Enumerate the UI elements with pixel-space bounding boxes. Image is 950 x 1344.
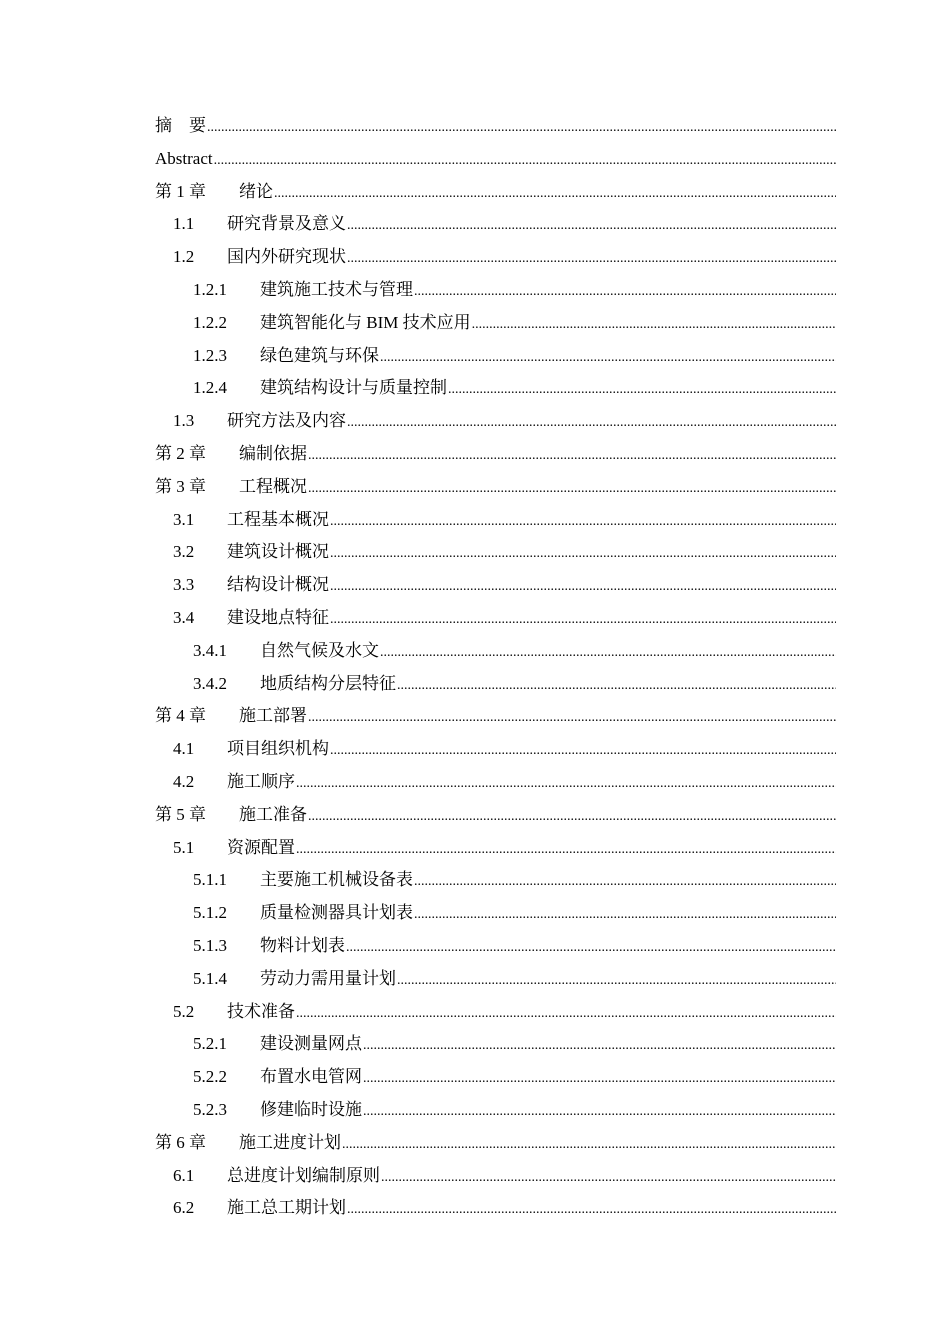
toc-leader-dots [448,374,836,405]
toc-leader-dots [330,538,836,569]
toc-entry-number: 1.3 [173,411,195,431]
toc-entry[interactable] [155,569,836,602]
toc-entry[interactable] [155,208,836,241]
toc-entry-title: 编制依据 [239,443,307,463]
table-of-contents [155,110,836,1225]
toc-entry-number: 5.1.1 [193,870,227,890]
toc-entry-title: Abstract [155,148,213,168]
toc-entry-title: 建筑智能化与 BIM 技术应用 [260,312,471,332]
toc-entry[interactable] [155,438,836,471]
toc-entry-number: 6.1 [173,1165,195,1185]
toc-leader-dots [308,473,836,504]
toc-entry-number: 3.2 [173,542,195,562]
toc-entry-number: 1.2 [173,247,195,267]
toc-entry[interactable] [155,799,836,832]
toc-entry[interactable] [155,143,836,176]
toc-entry-title: 主要施工机械设备表 [260,870,413,890]
toc-entry-number: 1.2.2 [193,312,227,332]
toc-entry[interactable] [155,963,836,996]
toc-entry[interactable] [155,1192,836,1225]
toc-entry[interactable] [155,340,836,373]
toc-entry-number: 5.1 [173,837,195,857]
toc-entry-title: 施工准备 [239,804,307,824]
toc-leader-dots [308,801,836,832]
toc-entry[interactable] [155,504,836,537]
toc-entry-title: 总进度计划编制原则 [227,1165,380,1185]
toc-entry[interactable] [155,733,836,766]
toc-entry-number: 6.2 [173,1198,195,1218]
toc-entry-title: 建设测量网点 [260,1034,362,1054]
toc-entry[interactable] [155,766,836,799]
toc-entry-number: 第 4 章 [155,706,206,726]
toc-entry-number: 5.1.2 [193,903,227,923]
toc-entry-number: 5.2 [173,1001,195,1021]
toc-entry-title: 施工顺序 [227,771,295,791]
toc-entry[interactable] [155,996,836,1029]
toc-leader-dots [296,998,836,1029]
toc-entry-number: 5.2.3 [193,1099,227,1119]
toc-leader-dots [380,342,836,373]
toc-leader-dots [363,1030,836,1061]
toc-entry[interactable] [155,471,836,504]
toc-entry-number: 5.2.1 [193,1034,227,1054]
toc-entry-title: 施工部署 [239,706,307,726]
toc-entry-title: 修建临时设施 [260,1099,362,1119]
toc-entry[interactable] [155,700,836,733]
toc-entry-title: 工程基本概况 [227,509,329,529]
toc-entry[interactable] [155,1127,836,1160]
toc-leader-dots [330,604,836,635]
toc-entry[interactable] [155,897,836,930]
toc-entry[interactable] [155,930,836,963]
toc-leader-dots [330,571,836,602]
toc-entry-number: 3.4.1 [193,640,227,660]
toc-entry-title: 绿色建筑与环保 [260,345,379,365]
toc-entry-number: 3.4 [173,607,195,627]
toc-entry-number: 3.3 [173,575,195,595]
toc-leader-dots [414,899,836,930]
toc-entry[interactable] [155,241,836,274]
toc-leader-dots [363,1096,836,1127]
toc-entry-number: 1.2.4 [193,378,227,398]
toc-entry[interactable] [155,668,836,701]
toc-leader-dots [347,243,836,274]
toc-entry-title: 建筑结构设计与质量控制 [260,378,447,398]
toc-leader-dots [296,768,836,799]
toc-entry-title: 施工进度计划 [239,1132,341,1152]
toc-entry-number: 1.2.3 [193,345,227,365]
toc-entry-number: 4.2 [173,771,195,791]
toc-entry-title: 建筑设计概况 [227,542,329,562]
toc-leader-dots [414,866,836,897]
toc-leader-dots [207,112,836,143]
toc-entry-title: 研究背景及意义 [227,214,346,234]
toc-entry-number: 1.2.1 [193,279,227,299]
toc-leader-dots [274,178,836,209]
toc-entry[interactable] [155,1160,836,1193]
toc-entry[interactable] [155,1061,836,1094]
toc-entry-title: 研究方法及内容 [227,411,346,431]
toc-entry-number: 第 5 章 [155,804,206,824]
toc-entry[interactable] [155,405,836,438]
toc-entry[interactable] [155,1028,836,1061]
toc-leader-dots [308,440,836,471]
toc-entry-title: 物料计划表 [260,935,345,955]
toc-entry[interactable] [155,274,836,307]
toc-leader-dots [330,506,836,537]
toc-leader-dots [342,1129,836,1160]
toc-entry-title: 施工总工期计划 [227,1198,346,1218]
toc-entry[interactable] [155,832,836,865]
toc-entry-title: 布置水电管网 [260,1067,362,1087]
toc-entry-title: 国内外研究现状 [227,247,346,267]
toc-entry-number: 第 6 章 [155,1132,206,1152]
toc-entry-number: 第 1 章 [155,181,206,201]
toc-entry[interactable] [155,1094,836,1127]
toc-entry[interactable] [155,176,836,209]
toc-entry-number: 3.1 [173,509,195,529]
toc-entry[interactable] [155,307,836,340]
toc-entry-title: 工程概况 [239,476,307,496]
toc-entry-title: 质量检测器具计划表 [260,903,413,923]
toc-leader-dots [214,145,836,176]
toc-entry[interactable] [155,110,836,143]
toc-leader-dots [347,407,836,438]
toc-entry[interactable] [155,602,836,635]
toc-leader-dots [346,932,836,963]
toc-entry-title: 建设地点特征 [227,607,329,627]
toc-leader-dots [330,735,836,766]
toc-leader-dots [347,210,836,241]
toc-entry-number: 第 2 章 [155,443,206,463]
toc-leader-dots [308,702,836,733]
toc-entry-title: 技术准备 [227,1001,295,1021]
toc-entry-number: 第 3 章 [155,476,206,496]
toc-leader-dots [363,1063,836,1094]
toc-leader-dots [397,965,836,996]
toc-entry-number: 5.2.2 [193,1067,227,1087]
toc-entry-title: 地质结构分层特征 [260,673,396,693]
toc-entry[interactable] [155,635,836,668]
toc-entry-number: 5.1.3 [193,935,227,955]
toc-entry-title: 自然气候及水文 [260,640,379,660]
toc-entry[interactable] [155,536,836,569]
toc-leader-dots [414,276,836,307]
toc-leader-dots [296,834,836,865]
toc-leader-dots [381,1162,836,1193]
toc-leader-dots [380,637,836,668]
toc-entry[interactable] [155,372,836,405]
toc-entry-title: 资源配置 [227,837,295,857]
toc-entry-number: 5.1.4 [193,968,227,988]
toc-entry-title: 项目组织机构 [227,739,329,759]
toc-entry-title: 绪论 [239,181,273,201]
toc-entry-number: 1.1 [173,214,195,234]
toc-entry-title: 建筑施工技术与管理 [260,279,413,299]
toc-leader-dots [347,1194,836,1225]
toc-entry-number: 4.1 [173,739,195,759]
toc-entry-title: 劳动力需用量计划 [260,968,396,988]
toc-entry-title: 摘 要 [155,116,206,135]
toc-entry-number: 3.4.2 [193,673,227,693]
toc-entry[interactable] [155,864,836,897]
toc-leader-dots [397,670,836,701]
toc-entry-title: 结构设计概况 [227,575,329,595]
toc-leader-dots [472,309,836,340]
